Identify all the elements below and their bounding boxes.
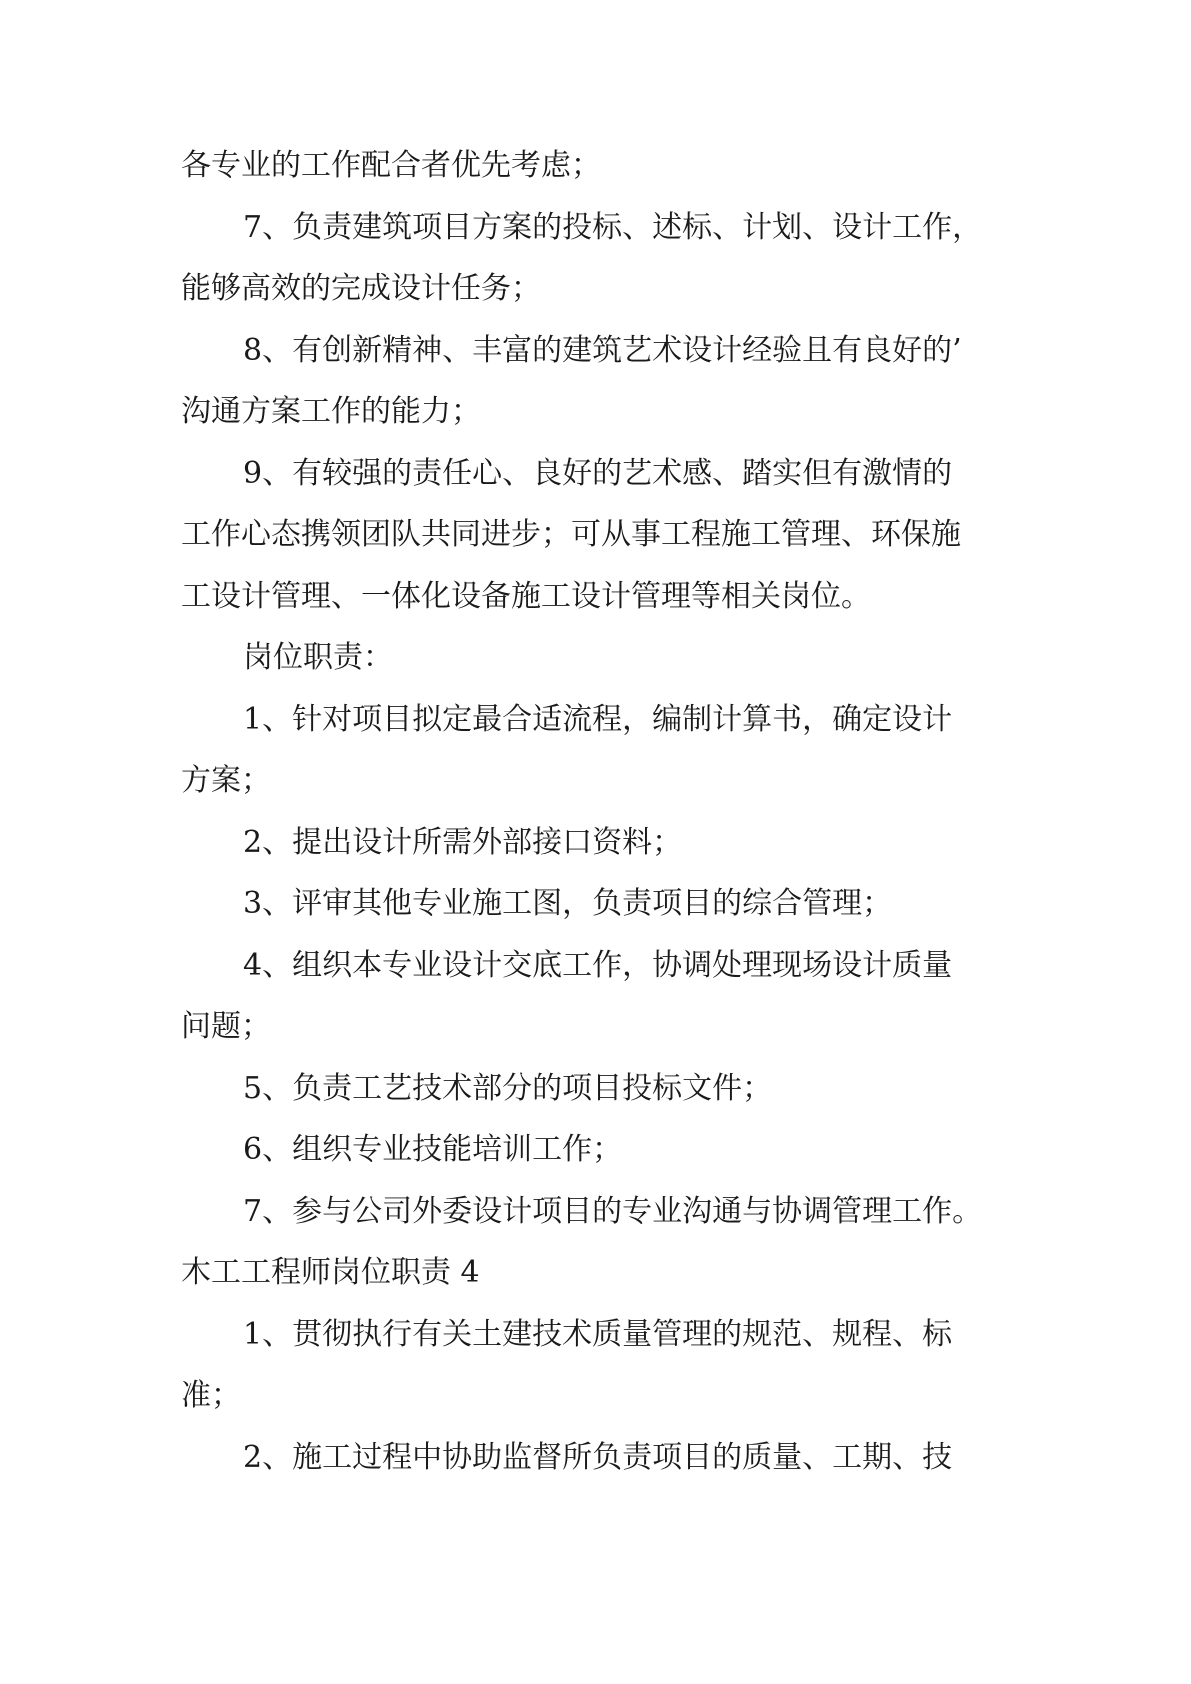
document-page	[181, 135, 1031, 1488]
text-line: 7、参与公司外委设计项目的专业沟通与协调管理工作。	[243, 1193, 983, 1229]
section-title: 木工工程师岗位职责 4	[181, 1255, 480, 1290]
text-line: 5、负责工艺技术部分的项目投标文件；	[243, 1070, 773, 1106]
text-line: 8、有创新精神、丰富的建筑艺术设计经验且有良好的’	[243, 332, 962, 368]
section-heading: 岗位职责：	[243, 640, 393, 675]
text-line: 工设计管理、一体化设备施工设计管理等相关岗位。	[181, 578, 871, 614]
text-line: 2、提出设计所需外部接口资料；	[243, 824, 683, 860]
text-line: 9、有较强的责任心、良好的艺术感、踏实但有激情的	[243, 455, 953, 491]
text-line: 各专业的工作配合者优先考虑；	[181, 148, 601, 183]
text-line: 3、评审其他专业施工图，负责项目的综合管理；	[243, 886, 893, 921]
text-line: 4、组织本专业设计交底工作，协调处理现场设计质量	[243, 947, 953, 983]
text-line: 1、贯彻执行有关土建技术质量管理的规范、规程、标	[243, 1316, 953, 1352]
text-line: 方案；	[181, 763, 271, 798]
text-line: 准；	[181, 1378, 241, 1413]
text-line: 能够高效的完成设计任务；	[181, 271, 541, 306]
text-line: 沟通方案工作的能力；	[181, 394, 481, 429]
text-line: 7、负责建筑项目方案的投标、述标、计划、设计工作，	[243, 209, 983, 245]
text-line: 工作心态携领团队共同进步；可从事工程施工管理、环保施	[181, 517, 961, 552]
text-line: 6、组织专业技能培训工作；	[243, 1132, 623, 1167]
text-line: 2、施工过程中协助监督所负责项目的质量、工期、技	[243, 1439, 953, 1475]
text-line: 1、针对项目拟定最合适流程，编制计算书，确定设计	[243, 701, 953, 737]
text-line: 问题；	[181, 1009, 271, 1044]
